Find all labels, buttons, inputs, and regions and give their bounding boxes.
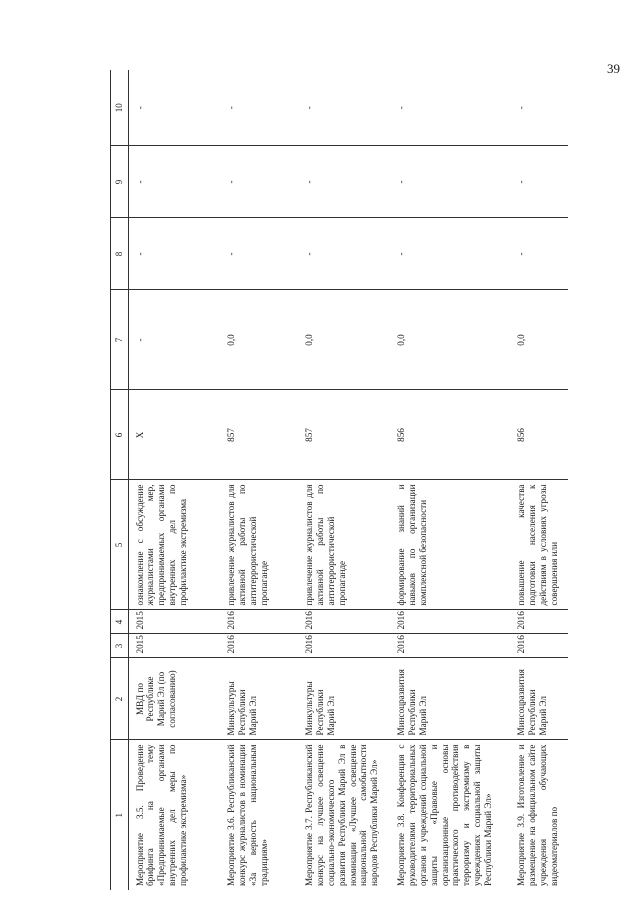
table-row bbox=[390, 70, 510, 890]
code-cell: 856 bbox=[510, 390, 568, 480]
table-row bbox=[220, 70, 298, 890]
result-cell: привлечение журналистов для активной работы по антитеррористической пропаганде bbox=[298, 480, 390, 610]
value-cell: - bbox=[390, 218, 510, 290]
code-cell: 857 bbox=[298, 390, 390, 480]
end-year-cell: 2016 bbox=[298, 610, 390, 634]
event-title-cell: Мероприятие 3.8. Конференция с руководителями территориальных органов и учреждений социальной защиты «Правовые и организационные основы практического противодействия терроризму и экстремизму в учреждениях социальной защиты Республики Марий Эл» bbox=[396, 744, 493, 886]
start-year-cell: 2016 bbox=[298, 634, 390, 658]
start-year-cell: 2016 bbox=[220, 634, 298, 658]
executor-cell: Минкультуры Республики Марий Эл bbox=[220, 658, 298, 740]
value-cell: - bbox=[510, 70, 568, 146]
value-cell: 0,0 bbox=[298, 290, 390, 390]
event-title-cell: Мероприятие 3.6. Республиканский конкурс журналистов в номинации «За верность национальным традициям» bbox=[226, 744, 269, 886]
result-cell: ознакомление с обсуждение журналистами мер, предпринимаемых органами внутренних дел по профилактике экстремизма bbox=[128, 480, 220, 610]
event-title-cell: Мероприятие 3.5. Проведение брифинга на тему «Предпринимаемые органами внутренних дел меры по профилактике экстремизма» bbox=[134, 744, 189, 886]
value-cell: 0,0 bbox=[220, 290, 298, 390]
executor-cell: МВД по Республике Марий Эл (по согласованию) bbox=[128, 658, 220, 740]
value-cell: - bbox=[128, 218, 220, 290]
header-cell: 3 bbox=[111, 634, 129, 658]
header-cell: 1 bbox=[111, 740, 129, 890]
header-cell: 8 bbox=[111, 218, 129, 290]
end-year-cell: 2015 bbox=[128, 610, 220, 634]
value-cell: - bbox=[220, 218, 298, 290]
result-cell: формирование знаний и навыков по организации комплексной безопасности bbox=[390, 480, 510, 610]
value-cell: - bbox=[128, 146, 220, 218]
value-cell: - bbox=[298, 146, 390, 218]
header-cell: 10 bbox=[111, 70, 129, 146]
value-cell: - bbox=[510, 218, 568, 290]
value-cell: - bbox=[510, 146, 568, 218]
executor-cell: Минкультуры Республики Марий Эл bbox=[298, 658, 390, 740]
value-cell: - bbox=[128, 290, 220, 390]
value-cell: 0,0 bbox=[510, 290, 568, 390]
value-cell: - bbox=[390, 70, 510, 146]
table-row bbox=[128, 70, 220, 890]
end-year-cell: 2016 bbox=[220, 610, 298, 634]
start-year-cell: 2016 bbox=[510, 634, 568, 658]
value-cell: - bbox=[390, 146, 510, 218]
table-header-row bbox=[111, 70, 129, 890]
executor-cell: Минсоцразвития Республики Марий Эл bbox=[510, 658, 568, 740]
start-year-cell: 2015 bbox=[128, 634, 220, 658]
end-year-cell: 2016 bbox=[510, 610, 568, 634]
event-title-cell: Мероприятие 3.9. Изготовление и размещение на официальном сайте учреждения обучающих видеоматериалов по bbox=[516, 744, 559, 886]
events-table bbox=[110, 70, 568, 890]
value-cell: - bbox=[128, 70, 220, 146]
rotated-table-wrapper bbox=[110, 70, 610, 890]
value-cell: - bbox=[298, 70, 390, 146]
table-row bbox=[298, 70, 390, 890]
event-title-cell: Мероприятие 3.7. Республиканский конкурс на лучшее освещение социально-экономического развития Республики Марий Эл в номинации «Лучшее освещение национальной самобытности народов Республики Марий Эл» bbox=[304, 744, 380, 886]
header-cell: 7 bbox=[111, 290, 129, 390]
code-cell: X bbox=[128, 390, 220, 480]
result-cell: привлечение журналистов для активной работы по антитеррористической пропаганде bbox=[220, 480, 298, 610]
header-cell: 6 bbox=[111, 390, 129, 480]
table-row bbox=[510, 70, 568, 890]
value-cell: - bbox=[220, 146, 298, 218]
value-cell: - bbox=[220, 70, 298, 146]
value-cell: 0,0 bbox=[390, 290, 510, 390]
value-cell: - bbox=[298, 218, 390, 290]
page-number: 39 bbox=[607, 61, 620, 76]
header-cell: 9 bbox=[111, 146, 129, 218]
start-year-cell: 2016 bbox=[390, 634, 510, 658]
code-cell: 857 bbox=[220, 390, 298, 480]
end-year-cell: 2016 bbox=[390, 610, 510, 634]
header-cell: 4 bbox=[111, 610, 129, 634]
result-cell: повышение качества подготовки населения к действиям в условиях угрозы совершения или bbox=[510, 480, 568, 610]
executor-cell: Минсоцразвития Республики Марий Эл bbox=[390, 658, 510, 740]
header-cell: 2 bbox=[111, 658, 129, 740]
code-cell: 856 bbox=[390, 390, 510, 480]
rotated-table-container bbox=[110, 70, 610, 890]
header-cell: 5 bbox=[111, 480, 129, 610]
